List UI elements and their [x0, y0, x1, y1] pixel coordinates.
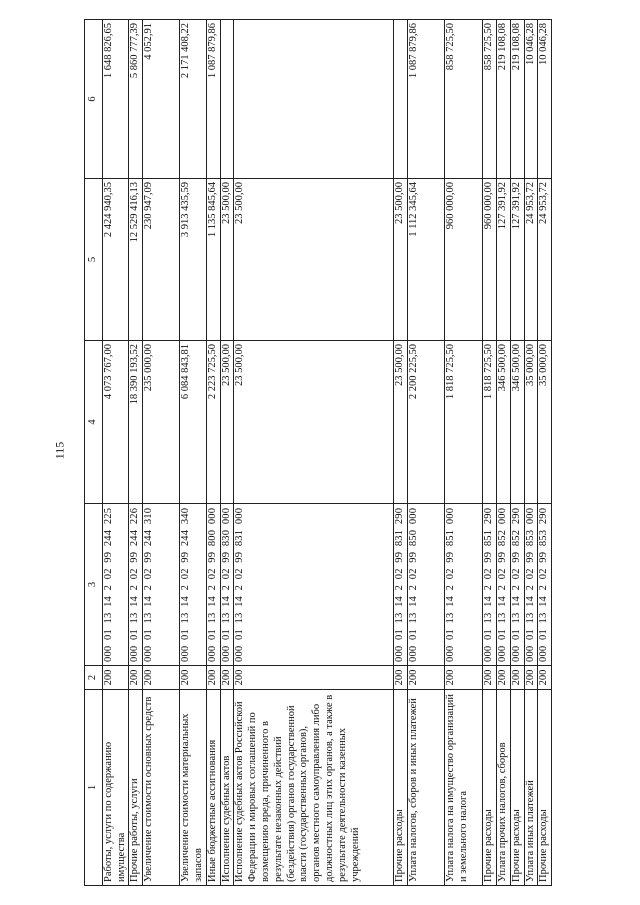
row-kbk: 000 01 13 14 2 02 99 244 226	[129, 504, 143, 666]
row-name: Уплата прочих налогов, сборов	[496, 690, 510, 886]
row-remaining: 1 648 826,65	[102, 20, 129, 179]
row-code: 200	[524, 666, 538, 690]
row-kbk: 000 01 13 14 2 02 99 853 000	[524, 504, 538, 666]
row-executed: 127 391,92	[496, 179, 510, 341]
table-row	[394, 20, 408, 886]
row-remaining	[220, 20, 234, 179]
row-kbk: 000 01 13 14 2 02 99 852 290	[510, 504, 524, 666]
row-name: Прочие расходы	[483, 690, 497, 886]
row-code: 200	[394, 666, 408, 690]
row-remaining: 1 087 879,86	[206, 20, 220, 179]
row-executed: 960 000,00	[483, 179, 497, 341]
row-executed: 24 953,72	[538, 179, 552, 341]
table-row	[180, 20, 207, 886]
rotated-page	[84, 20, 599, 886]
row-plan: 346 500,00	[496, 341, 510, 504]
row-plan: 18 390 193,52	[129, 341, 143, 504]
row-name: Исполнение судебных актов Российской Федерации и мировых соглашений по возмещению вреда, причиненного в результате незаконных действий (бездействия) органов государственной власти (государственных органов), органов местного самоуправления либо должностных лиц этих органов, а также в результате деятельности казенных учреждений	[234, 690, 394, 886]
table-row	[538, 20, 552, 886]
header-col-2: 2	[85, 666, 103, 690]
row-remaining	[394, 20, 408, 179]
row-name: Работы, услуги по содержанию имущества	[102, 690, 129, 886]
row-plan: 346 500,00	[510, 341, 524, 504]
header-col-1: 1	[85, 690, 103, 886]
table-row	[102, 20, 129, 886]
row-plan: 235 000,00	[143, 341, 180, 504]
page-number: 115	[52, 441, 67, 460]
header-col-5: 5	[85, 179, 103, 341]
budget-table-holder	[84, 20, 599, 886]
row-executed: 23 500,00	[234, 179, 394, 341]
row-executed: 1 112 345,64	[408, 179, 445, 341]
row-remaining: 858 725,50	[483, 20, 497, 179]
row-executed: 24 953,72	[524, 179, 538, 341]
table-row	[496, 20, 510, 886]
header-col-3: 3	[85, 504, 103, 666]
row-plan: 23 500,00	[394, 341, 408, 504]
row-code: 200	[445, 666, 483, 690]
row-plan: 35 000,00	[524, 341, 538, 504]
table-row	[408, 20, 445, 886]
row-kbk: 000 01 13 14 2 02 99 800 000	[206, 504, 220, 666]
row-name: Прочие расходы	[538, 690, 552, 886]
table-row	[510, 20, 524, 886]
row-remaining: 219 108,08	[510, 20, 524, 179]
row-plan: 35 000,00	[538, 341, 552, 504]
row-remaining: 10 046,28	[538, 20, 552, 179]
row-plan: 23 500,00	[234, 341, 394, 504]
row-executed: 960 000,00	[445, 179, 483, 341]
row-remaining: 2 171 408,22	[180, 20, 207, 179]
row-code: 200	[129, 666, 143, 690]
row-executed: 3 913 435,59	[180, 179, 207, 341]
table-row	[143, 20, 180, 886]
header-row	[85, 20, 103, 886]
row-code: 200	[206, 666, 220, 690]
row-name: Увеличение стоимости основных средств	[143, 690, 180, 886]
row-executed: 23 500,00	[220, 179, 234, 341]
row-name: Прочие работы, услуги	[129, 690, 143, 886]
row-name: Уплата налогов, сборов и иных платежей	[408, 690, 445, 886]
row-code: 200	[180, 666, 207, 690]
row-plan: 1 818 725,50	[483, 341, 497, 504]
row-name: Исполнение судебных актов	[220, 690, 234, 886]
row-name: Прочие расходы	[394, 690, 408, 886]
row-kbk: 000 01 13 14 2 02 99 244 310	[143, 504, 180, 666]
row-kbk: 000 01 13 14 2 02 99 853 290	[538, 504, 552, 666]
budget-table	[84, 19, 552, 886]
row-kbk: 000 01 13 14 2 02 99 830 000	[220, 504, 234, 666]
table-row	[524, 20, 538, 886]
row-kbk: 000 01 13 14 2 02 99 851 000	[445, 504, 483, 666]
row-plan: 1 818 725,50	[445, 341, 483, 504]
row-code: 200	[143, 666, 180, 690]
row-code: 200	[408, 666, 445, 690]
table-row	[234, 20, 394, 886]
row-executed: 127 391,92	[510, 179, 524, 341]
row-kbk: 000 01 13 14 2 02 99 831 290	[394, 504, 408, 666]
row-kbk: 000 01 13 14 2 02 99 244 340	[180, 504, 207, 666]
row-name: Уплата иных платежей	[524, 690, 538, 886]
row-executed: 1 135 845,64	[206, 179, 220, 341]
row-name: Иные бюджетные ассигнования	[206, 690, 220, 886]
row-remaining: 1 087 879,86	[408, 20, 445, 179]
row-code: 200	[538, 666, 552, 690]
table-row	[445, 20, 483, 886]
row-code: 200	[234, 666, 394, 690]
header-col-4: 4	[85, 341, 103, 504]
row-remaining: 10 046,28	[524, 20, 538, 179]
row-executed: 2 424 940,35	[102, 179, 129, 341]
row-code: 200	[102, 666, 129, 690]
table-row	[483, 20, 497, 886]
row-kbk: 000 01 13 14 2 02 99 852 000	[496, 504, 510, 666]
row-plan: 2 200 225,50	[408, 341, 445, 504]
row-code: 200	[496, 666, 510, 690]
row-executed: 23 500,00	[394, 179, 408, 341]
row-remaining	[234, 20, 394, 179]
row-remaining: 219 108,08	[496, 20, 510, 179]
row-plan: 6 084 843,81	[180, 341, 207, 504]
row-code: 200	[220, 666, 234, 690]
row-name: Уплата налога на имущество организаций и земельного налога	[445, 690, 483, 886]
row-executed: 230 947,09	[143, 179, 180, 341]
row-name: Увеличение стоимости материальных запасов	[180, 690, 207, 886]
row-kbk: 000 01 13 14 2 02 99 850 000	[408, 504, 445, 666]
row-executed: 12 529 416,13	[129, 179, 143, 341]
row-kbk: 000 01 13 14 2 02 99 831 000	[234, 504, 394, 666]
row-kbk: 000 01 13 14 2 02 99 244 225	[102, 504, 129, 666]
row-plan: 23 500,00	[220, 341, 234, 504]
table-row	[220, 20, 234, 886]
row-kbk: 000 01 13 14 2 02 99 851 290	[483, 504, 497, 666]
row-remaining: 858 725,50	[445, 20, 483, 179]
row-code: 200	[483, 666, 497, 690]
table-row	[206, 20, 220, 886]
row-code: 200	[510, 666, 524, 690]
table-row	[129, 20, 143, 886]
row-remaining: 4 052,91	[143, 20, 180, 179]
row-plan: 2 223 725,50	[206, 341, 220, 504]
row-name: Прочие расходы	[510, 690, 524, 886]
row-plan: 4 073 767,00	[102, 341, 129, 504]
row-remaining: 5 860 777,39	[129, 20, 143, 179]
header-col-6: 6	[85, 20, 103, 179]
